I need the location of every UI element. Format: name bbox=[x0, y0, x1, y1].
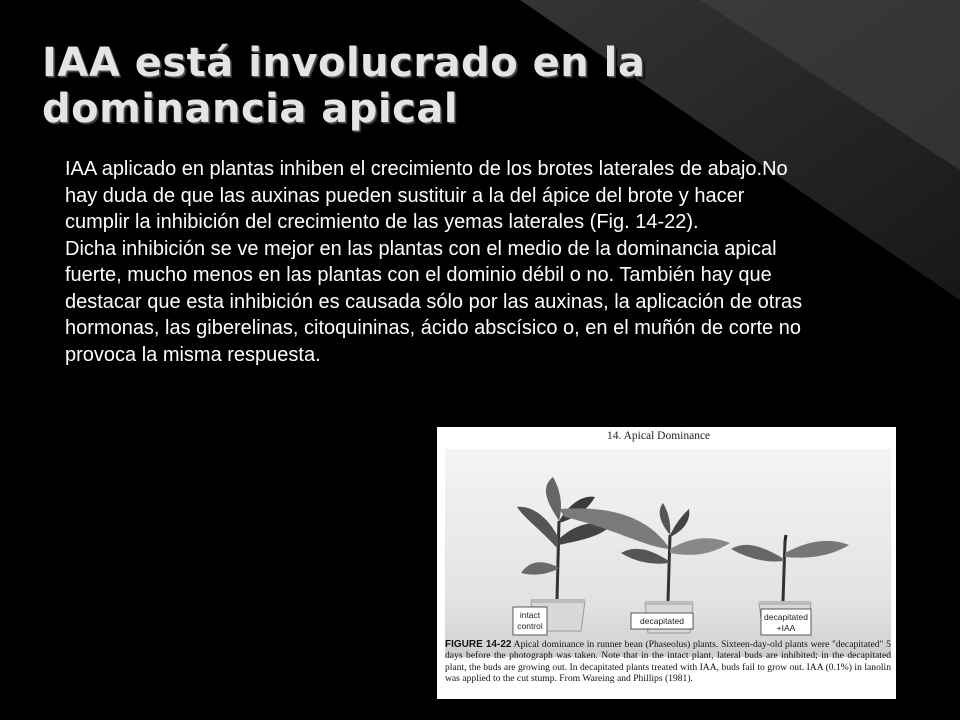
figure-caption bbox=[445, 639, 891, 684]
paragraph-1: IAA aplicado en plantas inhiben el crecimiento de los brotes laterales de abajo.No hay duda de que las auxinas pueden sustituir a la del ápice del brote y hacer cumplir la inhibición del crecimiento de las yemas laterales (Fig. 14-22). bbox=[65, 158, 788, 233]
paragraph-2: Dicha inhibición se ve mejor en las plantas con el medio de la dominancia apical fuerte, mucho menos en las plantas con el dominio débil o no. También hay que destacar que esta inhibición es causada sólo por las auxinas, la aplicación de otras hormonas, las giberelinas, citoquininas, ácido abscísico o, en el muñón de corte no provoca la misma respuesta. bbox=[65, 237, 803, 366]
pot-label-decap-iaa-line2: +IAA bbox=[776, 623, 796, 633]
figure-header: 14. Apical Dominance bbox=[607, 430, 711, 442]
body-text bbox=[65, 156, 810, 368]
caption-text: Apical dominance in runner bean (Phaseolus) plants. Sixteen-day-old plants were "decapitated" 5 days before the photograph was taken. Note that in the intact plant, lateral buds are inhibited; in the decapitated plant, the buds are growing out. In decapitated plants treated with IAA, buds fail to grow out. IAA (0.1%) in lanolin was applied to the cut stump. From Wareing and Phillips (1981). bbox=[445, 639, 891, 684]
pot-label-intact-line1: intact bbox=[519, 610, 541, 620]
slide-title: IAA está involucrado en la dominancia apical bbox=[42, 40, 646, 132]
pot-label-decap-iaa-line1: decapitated bbox=[764, 612, 808, 622]
figure-apical-dominance bbox=[437, 427, 896, 699]
caption-lead: FIGURE 14-22 bbox=[445, 639, 512, 650]
plant-photo bbox=[445, 449, 891, 657]
pot-label-intact-line2: control bbox=[517, 621, 543, 631]
pot-label-decapitated: decapitated bbox=[640, 616, 684, 626]
